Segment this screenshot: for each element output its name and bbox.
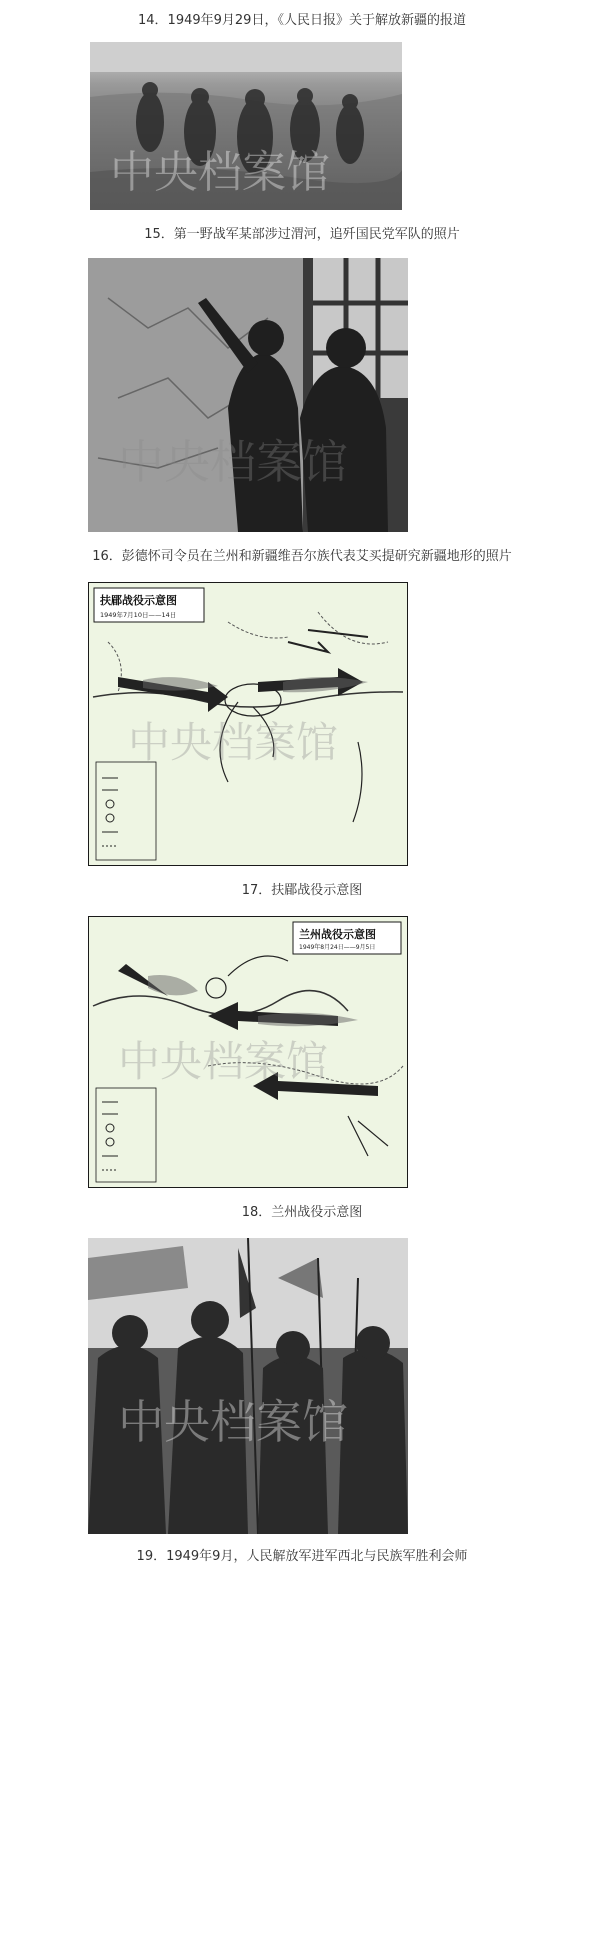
caption-16: 16．彭德怀司令员在兰州和新疆维吾尔族代表艾买提研究新疆地形的照片 [92,549,512,564]
caption-18: 18．兰州战役示意图 [241,1205,363,1220]
svg-text:中央档案馆: 中央档案馆 [128,718,339,767]
svg-text:中央档案馆: 中央档案馆 [118,1395,348,1449]
svg-text:中央档案馆: 中央档案馆 [118,435,348,489]
svg-text:中央档案馆: 中央档案馆 [118,1037,329,1086]
map-fumei-campaign [88,582,408,866]
caption-19: 19．1949年9月，人民解放军进军西北与民族军胜利会师 [136,1549,468,1564]
caption-17: 17．扶郿战役示意图 [241,883,363,898]
caption-14: 14．1949年9月29日，《人民日报》关于解放新疆的报道 [138,13,466,28]
svg-text:中央档案馆: 中央档案馆 [110,147,330,198]
photo-joint-meeting [88,1238,408,1534]
map-17-title: 扶郿战役示意图 [100,594,177,607]
map-18-title: 兰州战役示意图 [299,928,376,941]
map-lanzhou-campaign [88,916,408,1188]
caption-15: 15．第一野战军某部涉过渭河，追歼国民党军队的照片 [144,227,460,242]
map-18-date: 1949年8月24日——9月5日 [299,944,376,951]
photo-map-study [88,258,408,532]
photo-river-crossing [90,42,402,210]
map-17-date: 1949年7月10日——14日 [100,611,177,619]
